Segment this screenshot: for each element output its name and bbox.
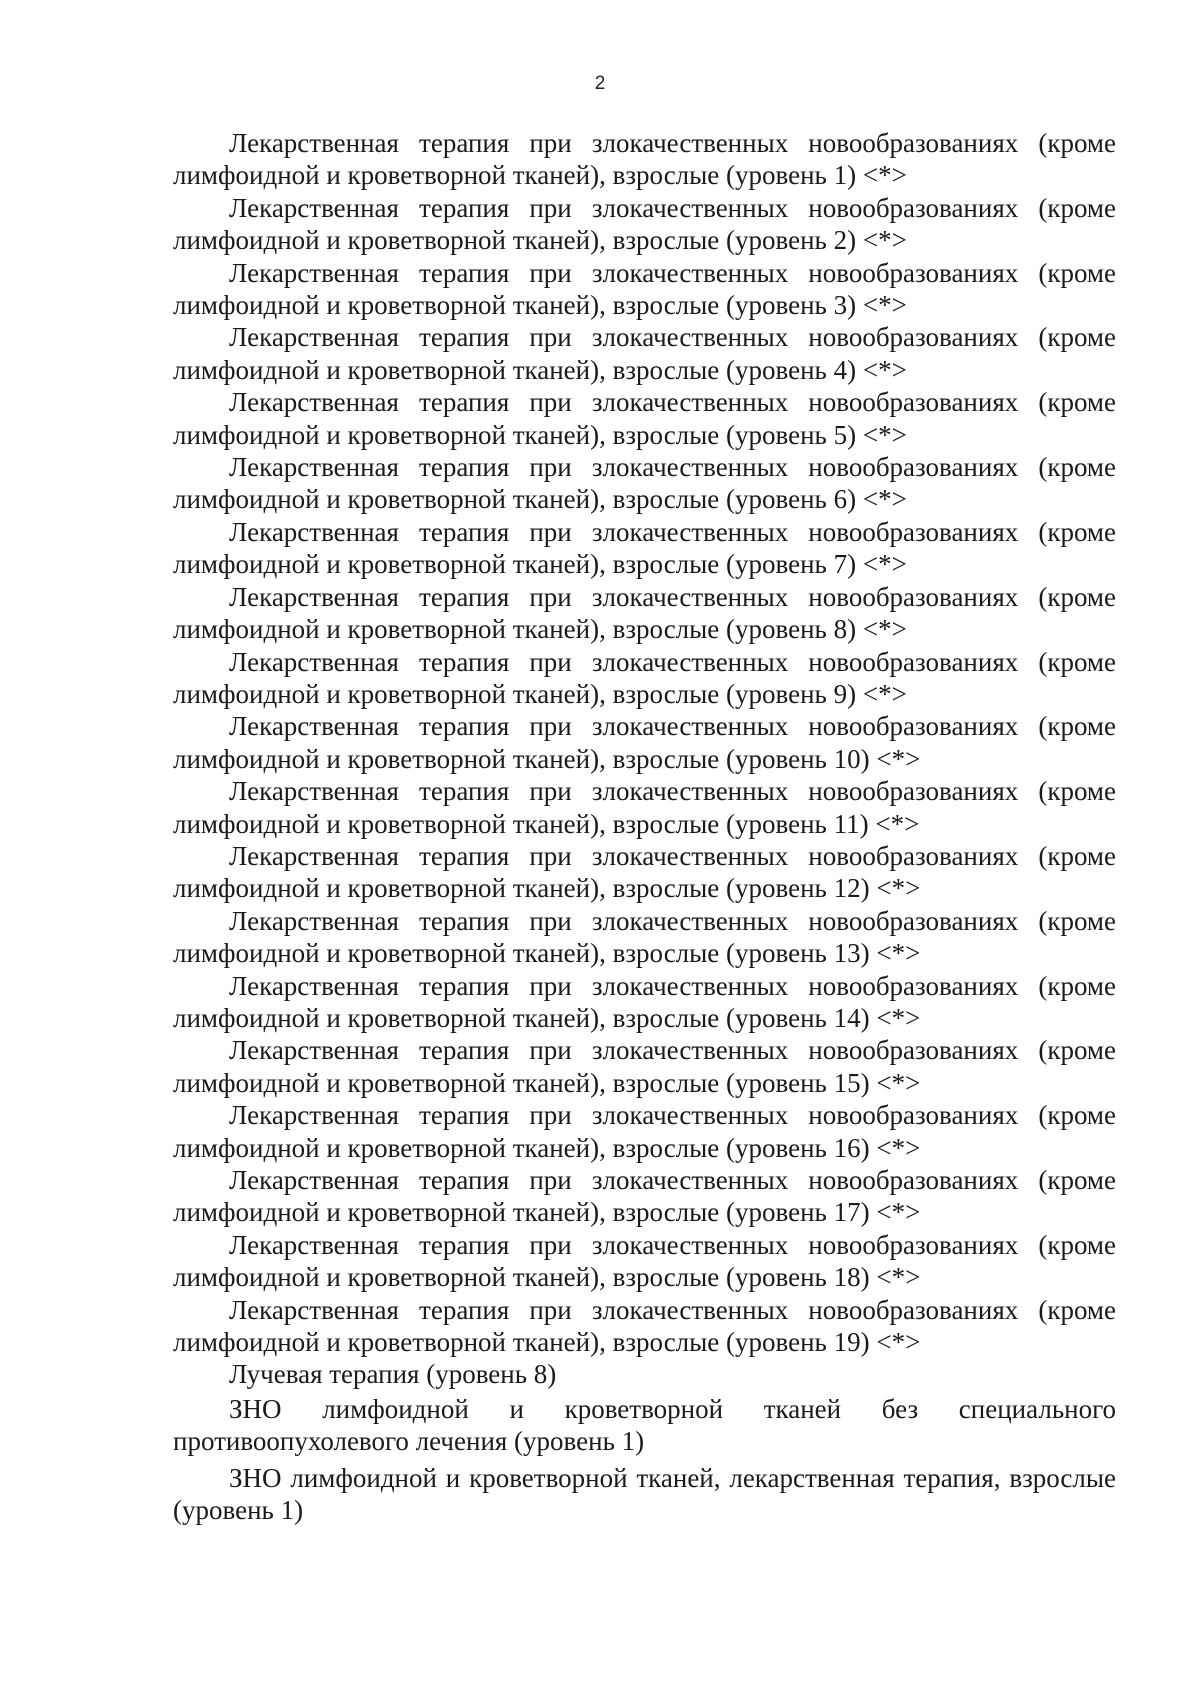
paragraph-5: Лекарственная терапия при злокачественных новообразованиях (кроме лимфоидной и кроветворной тканей), взрослые (уровень 5) <*> (173, 387, 1116, 450)
paragraph-13: Лекарственная терапия при злокачественных новообразованиях (кроме лимфоидной и кроветворной тканей), взрослые (уровень 13) <*> (173, 905, 1116, 969)
paragraph-14: Лекарственная терапия при злокачественных новообразованиях (кроме лимфоидной и кроветворной тканей), взрослые (уровень 14) <*> (173, 970, 1116, 1033)
paragraph-15: Лекарственная терапия при злокачественных новообразованиях (кроме лимфоидной и кроветворной тканей), взрослые (уровень 15) <*> (173, 1035, 1116, 1098)
paragraph-22: ЗНО лимфоидной и кроветворной тканей, лекарственная терапия, взрослые (уровень 1) (173, 1462, 1116, 1526)
paragraph-4: Лекарственная терапия при злокачественных новообразованиях (кроме лимфоидной и кроветворной тканей), взрослые (уровень 4) <*> (173, 322, 1116, 385)
paragraph-21: ЗНО лимфоидной и кроветворной тканей без специального противоопухолевого лечения (уровень 1) (173, 1393, 1116, 1457)
page-number: 2 (594, 73, 606, 94)
paragraph-7: Лекарственная терапия при злокачественных новообразованиях (кроме лимфоидной и кроветворной тканей), взрослые (уровень 7) <*> (173, 516, 1116, 580)
paragraph-1: Лекарственная терапия при злокачественных новообразованиях (кроме лимфоидной и кроветворной тканей), взрослые (уровень 1) <*> (173, 128, 1116, 191)
paragraph-12: Лекарственная терапия при злокачественных новообразованиях (кроме лимфоидной и кроветворной тканей), взрослые (уровень 12) <*> (173, 840, 1116, 904)
paragraph-8: Лекарственная терапия при злокачественных новообразованиях (кроме лимфоидной и кроветворной тканей), взрослые (уровень 8) <*> (173, 581, 1116, 645)
document-body (173, 127, 1116, 1526)
paragraph-16: Лекарственная терапия при злокачественных новообразованиях (кроме лимфоидной и кроветворной тканей), взрослые (уровень 16) <*> (173, 1100, 1116, 1163)
paragraph-17: Лекарственная терапия при злокачественных новообразованиях (кроме лимфоидной и кроветворной тканей), взрослые (уровень 17) <*> (173, 1165, 1116, 1228)
paragraph-2: Лекарственная терапия при злокачественных новообразованиях (кроме лимфоидной и кроветворной тканей), взрослые (уровень 2) <*> (173, 192, 1116, 256)
paragraph-9: Лекарственная терапия при злокачественных новообразованиях (кроме лимфоидной и кроветворной тканей), взрослые (уровень 9) <*> (173, 646, 1116, 709)
paragraph-20: Лучевая терапия (уровень 8) (229, 1359, 557, 1390)
paragraph-10: Лекарственная терапия при злокачественных новообразованиях (кроме лимфоидной и кроветворной тканей), взрослые (уровень 10) <*> (173, 711, 1116, 774)
paragraph-6: Лекарственная терапия при злокачественных новообразованиях (кроме лимфоидной и кроветворной тканей), взрослые (уровень 6) <*> (173, 452, 1116, 515)
paragraph-19: Лекарственная терапия при злокачественных новообразованиях (кроме лимфоидной и кроветворной тканей), взрослые (уровень 19) <*> (173, 1294, 1116, 1358)
paragraph-3: Лекарственная терапия при злокачественных новообразованиях (кроме лимфоидной и кроветворной тканей), взрослые (уровень 3) <*> (173, 257, 1116, 321)
paragraph-18: Лекарственная терапия при злокачественных новообразованиях (кроме лимфоидной и кроветворной тканей), взрослые (уровень 18) <*> (173, 1229, 1116, 1293)
paragraph-11: Лекарственная терапия при злокачественных новообразованиях (кроме лимфоидной и кроветворной тканей), взрослые (уровень 11) <*> (173, 776, 1116, 839)
